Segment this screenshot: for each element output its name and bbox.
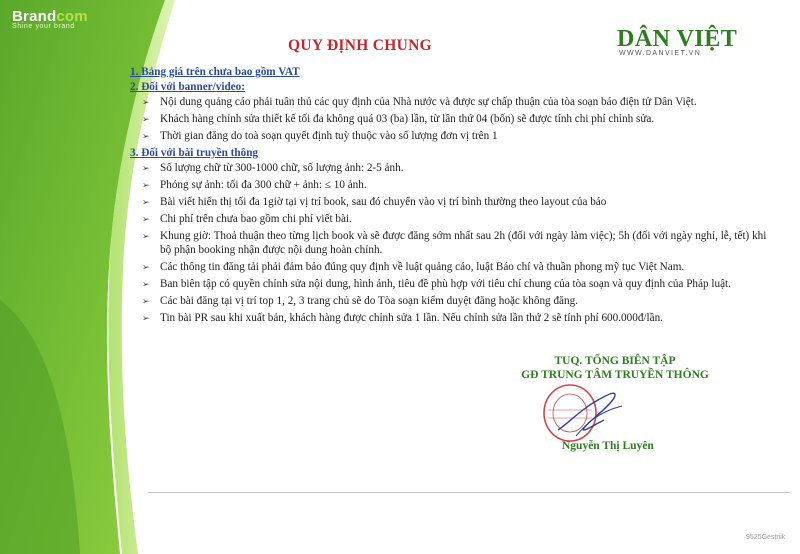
danviet-logo-text: DÂN VIỆT: [617, 26, 738, 52]
arrow-bullet-icon: ➢: [142, 131, 150, 141]
section-heading: 3. Đối với bài truyền thông: [130, 147, 259, 159]
brand-name-part2: com: [56, 8, 88, 25]
list-item: ➢ Các thông tin đăng tải phải đảm bảo đúng quy định về luật quảng cáo, luật Báo chí và thuần phong mỹ tục Việt Nam.: [142, 261, 685, 273]
list-item: ➢ Khách hàng chỉnh sửa thiết kế tối đa không quá 03 (ba) lần, từ lần thứ 04 (bốn) sẽ được tính chi phí chỉnh sửa.: [142, 113, 655, 125]
signature-block: [500, 355, 730, 381]
arrow-bullet-icon: ➢: [142, 313, 150, 323]
arrow-bullet-icon: ➢: [142, 279, 150, 289]
list-item: ➢ Tin bài PR sau khi xuất bản, khách hàng được chỉnh sửa 1 lần. Nếu chỉnh sửa lần thứ 2 sẽ tính phí 600.000đ/lần.: [142, 312, 663, 324]
list-item: ➢ Thời gian đăng do toà soạn quyết định tuỳ thuộc vào số lượng đơn vị trên 1: [142, 130, 498, 142]
watermark-text: 9525Gestriik: [746, 534, 786, 541]
section-vat: [130, 65, 770, 79]
list-item: ➢ Phóng sự ảnh: tối đa 300 chữ + ảnh: ≤ 10 ảnh.: [142, 179, 367, 191]
arrow-bullet-icon: ➢: [142, 231, 150, 241]
brand-tagline: Shine your brand: [12, 23, 75, 30]
list-item: ➢ Số lượng chữ từ 300-1000 chữ, số lượng ảnh: 2-5 ảnh.: [142, 162, 404, 174]
list-item: ➢ Ban biên tập có quyền chỉnh sửa nội dung, hình ảnh, tiêu đề phù hợp với tiêu chí chung của tòa soạn và quy định của Pháp luật.: [142, 278, 731, 290]
list-item: ➢ Khung giờ: Thoả thuận theo từng lịch book và sẽ được đăng sớm nhất sau 2h (đối với ngày làm việc); 5h (đối với ngày nghỉ, lễ, tết) khi bộ phận booking nhận được nội dung hoàn chỉnh.: [142, 230, 767, 256]
rules-content: [130, 65, 770, 328]
arrow-bullet-icon: ➢: [142, 97, 150, 107]
section-heading: 1. Bảng giá trên chưa bao gồm VAT: [130, 66, 300, 78]
section-heading: 2. Đối với banner/video:: [130, 81, 245, 93]
section-media-articles: [130, 146, 770, 325]
arrow-bullet-icon: ➢: [142, 163, 150, 173]
list-item: ➢ Nội dung quảng cáo phải tuân thủ các quy định của Nhà nước và được sự chấp thuận của tòa soạn báo điện tử Dân Việt.: [142, 96, 697, 108]
arrow-bullet-icon: ➢: [142, 214, 150, 224]
arrow-bullet-icon: ➢: [142, 296, 150, 306]
signature-title: TUQ. TỔNG BIÊN TẬP: [554, 355, 676, 367]
page-title: QUY ĐỊNH CHUNG: [288, 37, 432, 54]
brandcom-logo: [12, 8, 88, 30]
list-item: ➢ Các bài đăng tại vị trí top 1, 2, 3 trang chủ sẽ do Tòa soạn kiểm duyệt đăng hoặc không đăng.: [142, 295, 578, 307]
arrow-bullet-icon: ➢: [142, 114, 150, 124]
signature-department: GĐ TRUNG TÂM TRUYỀN THÔNG: [521, 369, 709, 381]
brand-name-part1: Brand: [12, 8, 57, 25]
list-item: ➢ Bài viết hiển thị tối đa 1giờ tại vị trí book, sau đó chuyển vào vị trí bình thường theo layout của báo: [142, 196, 607, 208]
arrow-bullet-icon: ➢: [142, 180, 150, 190]
danviet-logo: [617, 26, 767, 57]
danviet-logo-url: WWW.DANVIET.VN: [619, 50, 702, 57]
footer-divider: [148, 492, 790, 493]
section-banner-video: [130, 80, 770, 143]
arrow-bullet-icon: ➢: [142, 197, 150, 207]
arrow-bullet-icon: ➢: [142, 262, 150, 272]
signer-name: Nguyễn Thị Luyên: [562, 440, 654, 452]
list-item: ➢ Chi phí trên chưa bao gồm chi phí viết bài.: [142, 213, 352, 225]
